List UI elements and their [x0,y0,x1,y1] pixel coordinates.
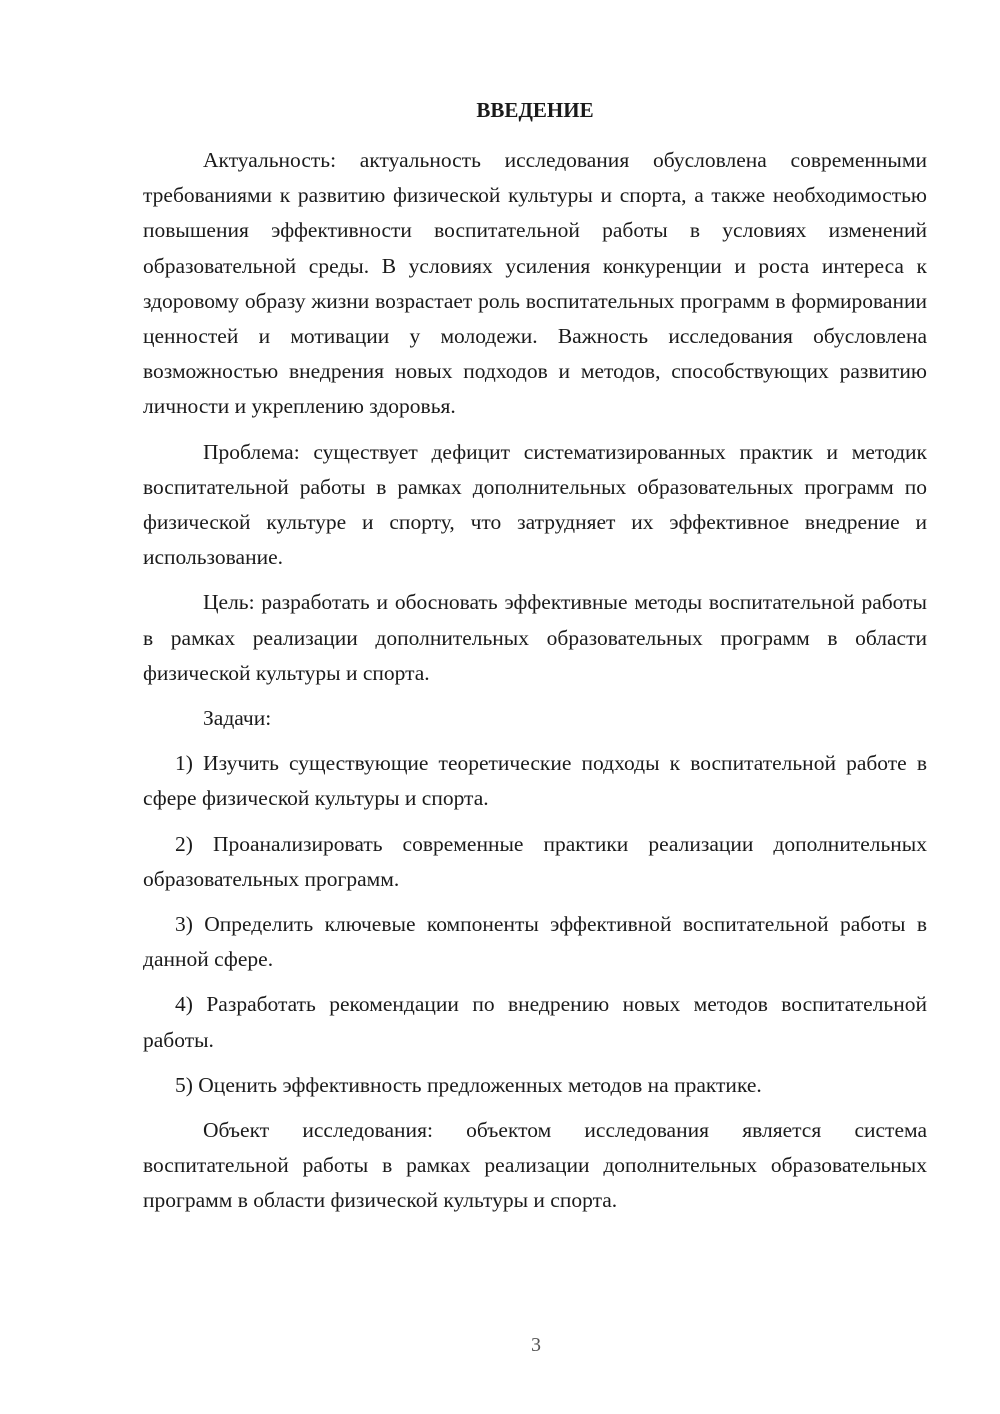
document-page [143,92,927,1229]
task-item: 5) Оценить эффективность предложенных методов на практике. [175,1072,762,1097]
tasks-label: Задачи: [203,706,272,731]
problem-paragraph: Проблема: существует дефицит систематизированных практик и методик воспитательной работы в рамках дополнительных образовательных программ по физической культуре и спорту, что затрудняет их эффективное внедрение и использование. [143,439,927,570]
task-item: 1) Изучить существующие теоретические подходы к воспитательной работе в сфере физической культуры и спорта. [143,751,927,811]
relevance-paragraph: Актуальность: актуальность исследования обусловлена современными требованиями к развитию физической культуры и спорта, а также необходимостью повышения эффективности воспитательной работы в условиях изменений образовательной среды. В условиях усиления конкуренции и роста интереса к здоровому образу жизни возрастает роль воспитательных программ в формировании ценностей и мотивации у молодежи. Важность исследования обусловлена возможностью внедрения новых подходов и методов, способствующих развитию личности и укреплению здоровья. [143,148,927,419]
page-number: 3 [531,1334,541,1356]
section-title: ВВЕДЕНИЕ [476,98,594,122]
task-item: 2) Проанализировать современные практики реализации дополнительных образовательных программ. [143,831,927,891]
task-item: 3) Определить ключевые компоненты эффективной воспитательной работы в данной сфере. [143,912,927,972]
object-paragraph: Объект исследования: объектом исследования является система воспитательной работы в рамках реализации дополнительных образовательных программ в области физической культуры и спорта. [143,1118,927,1213]
task-item: 4) Разработать рекомендации по внедрению новых методов воспитательной работы. [143,992,927,1052]
goal-paragraph: Цель: разработать и обосновать эффективные методы воспитательной работы в рамках реализации дополнительных образовательных программ в области физической культуры и спорта. [143,590,927,685]
